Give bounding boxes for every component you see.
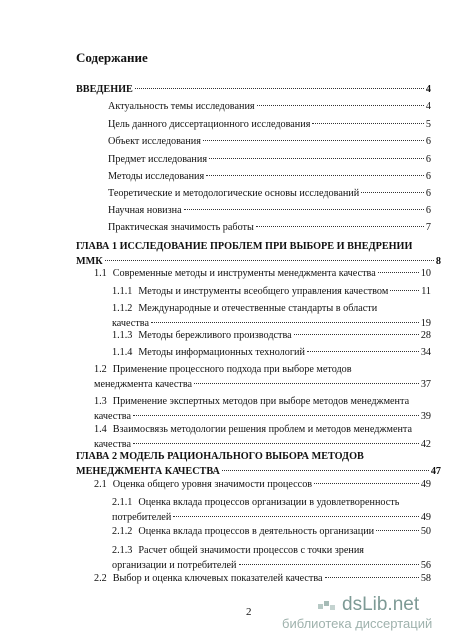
- toc-entry-page: 6: [425, 171, 431, 182]
- dot-leader: [105, 260, 434, 261]
- toc-entry-label-cont: ММК: [76, 256, 103, 267]
- page-number: 2: [246, 606, 252, 618]
- toc-entry: [108, 222, 431, 234]
- toc-entry-page: 5: [425, 119, 431, 130]
- toc-entry-page: 8: [435, 256, 441, 267]
- toc-entry-label: Международные и отечественные стандарты в области: [138, 303, 378, 314]
- toc-entry-label: Применение процессного подхода при выборе методов: [112, 364, 352, 375]
- toc-entry: [94, 573, 431, 585]
- toc-entry: [94, 268, 431, 280]
- toc-entry-label-cont: качества: [112, 318, 149, 329]
- toc-entry-number: 2.1.3: [112, 545, 133, 556]
- toc-entry: [76, 84, 431, 96]
- toc-entry-page: 37: [420, 379, 431, 390]
- toc-entry-label-cont: потребителей: [112, 512, 172, 523]
- dot-leader: [209, 158, 424, 159]
- toc-entry-label: Методы и инструменты всеобщего управления качеством: [138, 286, 389, 297]
- toc-entry: [108, 154, 431, 166]
- toc-entry-continuation: [94, 411, 431, 423]
- toc-entry-number: 1.3: [94, 396, 107, 407]
- toc-entry-label: Научная новизна: [108, 205, 182, 216]
- dot-leader: [314, 483, 419, 484]
- toc-entry-label: ВВЕДЕНИЕ: [76, 84, 133, 95]
- toc-entry: [108, 136, 431, 148]
- dot-leader: [312, 123, 424, 124]
- toc-entry-label-cont: менеджмента качества: [94, 379, 193, 390]
- toc-entry-label: Теоретические и методологические основы исследований: [108, 188, 360, 199]
- toc-entry: [112, 347, 431, 359]
- toc-entry-continuation: [94, 379, 431, 391]
- toc-entry-number: 1.4: [94, 424, 107, 435]
- toc-entry-page: 47: [430, 466, 441, 477]
- toc-entry: [112, 330, 431, 342]
- toc-entry-number: 1.1.4: [112, 347, 133, 358]
- toc-entry: [76, 241, 441, 253]
- toc-entry-continuation: [112, 512, 431, 524]
- toc-entry-number: 1.1.3: [112, 330, 133, 341]
- toc-entry-number: 1.1: [94, 268, 107, 279]
- dot-leader: [133, 443, 419, 444]
- dot-leader: [325, 577, 419, 578]
- toc-entry-page: 58: [420, 573, 431, 584]
- dot-leader: [206, 175, 424, 176]
- toc-entry-label: Применение экспертных методов при выборе методов менеджмента: [112, 396, 410, 407]
- toc-entry-number: 2.1.2: [112, 526, 133, 537]
- toc-entry: [112, 286, 431, 298]
- toc-entry-continuation: [76, 256, 441, 268]
- dot-leader: [203, 140, 424, 141]
- toc-entry-continuation: [94, 439, 431, 451]
- toc-entry-label: Практическая значимость работы: [108, 222, 254, 233]
- toc-entry-number: 1.1.1: [112, 286, 133, 297]
- toc-entry-number: 1.1.2: [112, 303, 133, 314]
- dot-leader: [222, 470, 429, 471]
- page-title: Содержание: [76, 50, 148, 65]
- toc-entry-label: Методы исследования: [108, 171, 205, 182]
- toc-entry-page: 4: [425, 84, 431, 95]
- dot-leader: [294, 334, 419, 335]
- dot-leader: [361, 192, 424, 193]
- toc-entry: [94, 364, 431, 376]
- dot-leader: [376, 530, 419, 531]
- dot-leader: [184, 209, 424, 210]
- watermark-logo: dsLib.net: [342, 594, 420, 615]
- toc-entry-page: 42: [420, 439, 431, 450]
- dot-leader: [390, 290, 419, 291]
- toc-entry: [108, 188, 431, 200]
- dot-leader: [151, 322, 419, 323]
- toc-entry: [76, 451, 441, 463]
- dot-leader: [307, 351, 419, 352]
- watermark-subtitle: библиотека диссертаций: [282, 616, 433, 631]
- toc-entry-page: 28: [420, 330, 431, 341]
- toc-entry-label: Цель данного диссертационного исследования: [108, 119, 311, 130]
- toc-entry-page: 6: [425, 188, 431, 199]
- watermark: [282, 594, 448, 634]
- toc-entry: [108, 171, 431, 183]
- toc-entry-label: Актуальность темы исследования: [108, 101, 255, 112]
- toc-entry-page: 11: [421, 286, 431, 297]
- toc-entry-label: Выбор и оценка ключевых показателей качества: [112, 573, 323, 584]
- toc-entry-number: 2.1.1: [112, 497, 133, 508]
- toc-entry-label: Оценка вклада процессов в деятельность организации: [138, 526, 375, 537]
- toc-entry-page: 6: [425, 205, 431, 216]
- toc-entry-label-cont: организации и потребителей: [112, 560, 237, 571]
- toc-entry: [108, 119, 431, 131]
- dot-leader: [256, 226, 424, 227]
- toc-entry-label: Оценка вклада процессов организации в удовлетворенность: [138, 497, 400, 508]
- dot-leader: [378, 272, 419, 273]
- toc-entry-label: Расчет общей значимости процессов с точки зрения: [138, 545, 364, 556]
- toc-entry: [108, 101, 431, 113]
- toc-entry-label-cont: качества: [94, 411, 131, 422]
- toc-entry-page: 56: [420, 560, 431, 571]
- toc-entry-page: 19: [420, 318, 431, 329]
- toc-entry-label: Оценка общего уровня значимости процессов: [112, 479, 313, 490]
- toc-entry-page: 6: [425, 154, 431, 165]
- toc-entry-continuation: [112, 318, 431, 330]
- dot-leader: [239, 564, 419, 565]
- toc-entry: [94, 396, 431, 408]
- logo-icon: [318, 598, 338, 614]
- toc-entry-label: Современные методы и инструменты менеджмента качества: [112, 268, 376, 279]
- dot-leader: [135, 88, 424, 89]
- toc-entry: [112, 303, 431, 315]
- toc-entry-number: 2.1: [94, 479, 107, 490]
- toc-entry-label: Объект исследования: [108, 136, 201, 147]
- toc-entry-page: 6: [425, 136, 431, 147]
- toc-entry: [112, 497, 431, 509]
- toc-entry-page: 34: [420, 347, 431, 358]
- toc-entry-label-cont: МЕНЕДЖМЕНТА КАЧЕСТВА: [76, 466, 220, 477]
- toc-entry-continuation: [76, 466, 441, 478]
- toc-entry-label-cont: качества: [94, 439, 131, 450]
- toc-entry-page: 10: [420, 268, 431, 279]
- toc-entry: [94, 424, 431, 436]
- toc-entry-label: Взаимосвязь методологии решения проблем и методов менеджмента: [112, 424, 413, 435]
- toc-entry-page: 49: [420, 479, 431, 490]
- toc-entry: [112, 526, 431, 538]
- toc-entry: [94, 479, 431, 491]
- toc-entry-number: 2.2: [94, 573, 107, 584]
- toc-entry-page: 39: [420, 411, 431, 422]
- toc-entry-label: Предмет исследования: [108, 154, 208, 165]
- toc-entry-continuation: [112, 560, 431, 572]
- dot-leader: [133, 415, 419, 416]
- toc-entry-page: 7: [425, 222, 431, 233]
- toc-entry-label: Методы информационных технологий: [138, 347, 305, 358]
- dot-leader: [173, 516, 419, 517]
- toc-entry: [108, 205, 431, 217]
- dot-leader: [194, 383, 419, 384]
- toc-entry-page: 49: [420, 512, 431, 523]
- toc-entry-label: Методы бережливого производства: [138, 330, 292, 341]
- toc-entry-label: ГЛАВА 1 ИССЛЕДОВАНИЕ ПРОБЛЕМ ПРИ ВЫБОРЕ И ВНЕДРЕНИИ: [76, 241, 413, 252]
- toc-entry-page: 4: [425, 101, 431, 112]
- dot-leader: [257, 105, 424, 106]
- toc-entry: [112, 545, 431, 557]
- toc-entry-number: 1.2: [94, 364, 107, 375]
- toc-entry-label: ГЛАВА 2 МОДЕЛЬ РАЦИОНАЛЬНОГО ВЫБОРА МЕТОДОВ: [76, 451, 364, 462]
- toc-entry-page: 50: [420, 526, 431, 537]
